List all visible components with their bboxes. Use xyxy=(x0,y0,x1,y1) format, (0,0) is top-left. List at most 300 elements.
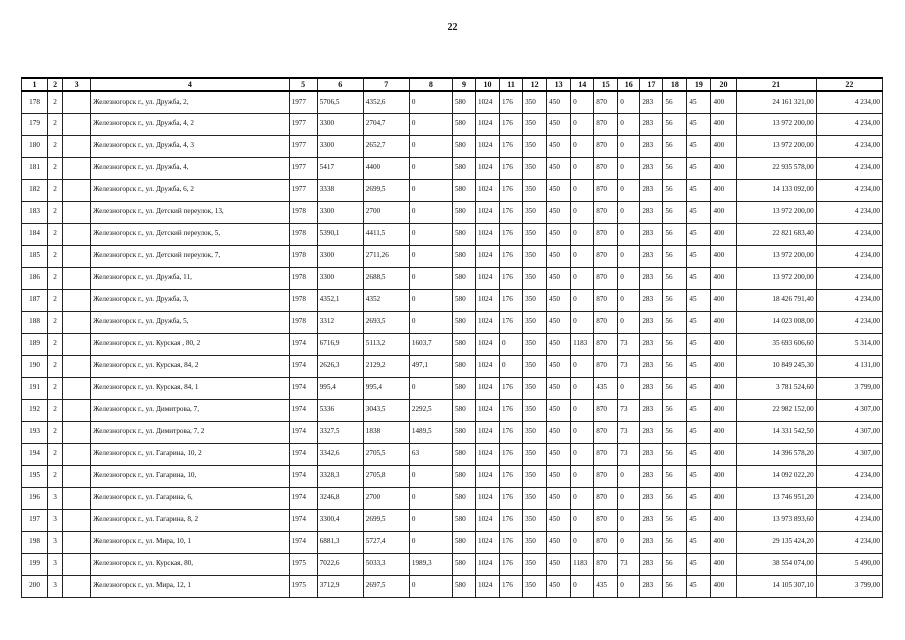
table-cell-col-11: 176 xyxy=(500,553,523,575)
table-cell-col-14: 0 xyxy=(571,113,594,135)
table-cell-col-14: 0 xyxy=(571,487,594,509)
table-cell-col-16: 0 xyxy=(618,531,640,553)
table-cell-col-9: 580 xyxy=(452,421,475,443)
table-cell-col-20: 400 xyxy=(711,91,736,113)
table-cell-col-15: 870 xyxy=(594,113,618,135)
table-cell-col-1: 180 xyxy=(22,135,48,157)
table-cell-col-6: 3312 xyxy=(317,311,363,333)
table-cell-col-22: 3 799,00 xyxy=(816,575,882,597)
table-cell-col-10: 1024 xyxy=(475,487,499,509)
table-cell-col-9: 580 xyxy=(452,289,475,311)
table-cell-col-1: 179 xyxy=(22,113,48,135)
table-cell-col-13: 450 xyxy=(547,113,571,135)
table-cell-col-21: 14 023 008,00 xyxy=(736,311,816,333)
table-cell-col-12: 350 xyxy=(523,113,547,135)
table-cell-col-8: 0 xyxy=(409,575,452,597)
table-cell-col-4: Железногорск г., ул. Дружба, 3, xyxy=(91,289,289,311)
table-cell-col-13: 450 xyxy=(547,487,571,509)
table-cell-col-7: 2705,5 xyxy=(363,443,409,465)
table-cell-col-9: 580 xyxy=(452,245,475,267)
table-cell-col-9: 580 xyxy=(452,575,475,597)
table-cell-col-15: 870 xyxy=(594,245,618,267)
table-cell-col-12: 350 xyxy=(523,223,547,245)
column-header-21: 21 xyxy=(736,78,816,91)
table-cell-col-21: 14 105 307,10 xyxy=(736,575,816,597)
table-cell-col-3 xyxy=(63,509,91,531)
table-cell-col-9: 580 xyxy=(452,157,475,179)
table-cell-col-10: 1024 xyxy=(475,575,499,597)
table-cell-col-7: 2700 xyxy=(363,201,409,223)
table-cell-col-2: 3 xyxy=(48,509,63,531)
table-cell-col-12: 350 xyxy=(523,355,547,377)
table-cell-col-18: 56 xyxy=(663,399,687,421)
table-cell-col-21: 13 972 200,00 xyxy=(736,267,816,289)
table-cell-col-18: 56 xyxy=(663,201,687,223)
table-cell-col-21: 13 972 200,00 xyxy=(736,135,816,157)
table-cell-col-10: 1024 xyxy=(475,355,499,377)
table-row xyxy=(22,465,883,487)
table-cell-col-6: 3300 xyxy=(317,267,363,289)
table-cell-col-17: 283 xyxy=(640,487,663,509)
table-cell-col-21: 22 821 683,40 xyxy=(736,223,816,245)
table-cell-col-4: Железногорск г., ул. Гагарина, 10, 2 xyxy=(91,443,289,465)
table-cell-col-16: 0 xyxy=(618,223,640,245)
table-row xyxy=(22,355,883,377)
table-cell-col-15: 870 xyxy=(594,465,618,487)
table-cell-col-3 xyxy=(63,267,91,289)
table-cell-col-19: 45 xyxy=(687,223,711,245)
table-cell-col-10: 1024 xyxy=(475,289,499,311)
table-cell-col-10: 1024 xyxy=(475,157,499,179)
table-cell-col-17: 283 xyxy=(640,201,663,223)
table-cell-col-11: 176 xyxy=(500,421,523,443)
table-cell-col-13: 450 xyxy=(547,399,571,421)
table-cell-col-17: 283 xyxy=(640,333,663,355)
table-cell-col-7: 4400 xyxy=(363,157,409,179)
table-cell-col-15: 870 xyxy=(594,333,618,355)
table-cell-col-11: 176 xyxy=(500,135,523,157)
table-cell-col-9: 580 xyxy=(452,113,475,135)
table-cell-col-2: 2 xyxy=(48,443,63,465)
table-cell-col-9: 580 xyxy=(452,399,475,421)
table-cell-col-11: 176 xyxy=(500,465,523,487)
column-header-18: 18 xyxy=(663,78,687,91)
table-cell-col-10: 1024 xyxy=(475,333,499,355)
table-cell-col-8: 0 xyxy=(409,311,452,333)
table-cell-col-16: 0 xyxy=(618,135,640,157)
table-cell-col-4: Железногорск г., ул. Мира, 12, 1 xyxy=(91,575,289,597)
table-cell-col-10: 1024 xyxy=(475,179,499,201)
table-cell-col-1: 182 xyxy=(22,179,48,201)
table-cell-col-17: 283 xyxy=(640,179,663,201)
table-cell-col-21: 14 396 578,20 xyxy=(736,443,816,465)
table-cell-col-4: Железногорск г., ул. Дружба, 2, xyxy=(91,91,289,113)
table-cell-col-16: 73 xyxy=(618,421,640,443)
table-cell-col-6: 3342,6 xyxy=(317,443,363,465)
table-row xyxy=(22,223,883,245)
table-cell-col-2: 2 xyxy=(48,289,63,311)
table-cell-col-11: 0 xyxy=(500,333,523,355)
table-cell-col-3 xyxy=(63,223,91,245)
table-cell-col-18: 56 xyxy=(663,443,687,465)
table-cell-col-16: 73 xyxy=(618,399,640,421)
table-cell-col-22: 4 234,00 xyxy=(816,201,882,223)
table-cell-col-17: 283 xyxy=(640,135,663,157)
table-cell-col-9: 580 xyxy=(452,311,475,333)
housing-register-table xyxy=(21,77,883,598)
table-cell-col-10: 1024 xyxy=(475,531,499,553)
table-cell-col-18: 56 xyxy=(663,509,687,531)
table-cell-col-18: 56 xyxy=(663,267,687,289)
table-cell-col-8: 0 xyxy=(409,179,452,201)
table-cell-col-8: 0 xyxy=(409,377,452,399)
table-cell-col-9: 580 xyxy=(452,509,475,531)
table-cell-col-22: 5 490,00 xyxy=(816,553,882,575)
table-cell-col-20: 400 xyxy=(711,245,736,267)
table-cell-col-20: 400 xyxy=(711,355,736,377)
table-cell-col-5: 1974 xyxy=(289,443,317,465)
table-cell-col-11: 176 xyxy=(500,487,523,509)
table-cell-col-7: 995,4 xyxy=(363,377,409,399)
table-cell-col-10: 1024 xyxy=(475,421,499,443)
table-cell-col-4: Железногорск г., ул. Детский переулок, 13, xyxy=(91,201,289,223)
table-cell-col-12: 350 xyxy=(523,421,547,443)
table-cell-col-4: Железногорск г., ул. Дружба, 4, xyxy=(91,157,289,179)
table-cell-col-5: 1977 xyxy=(289,113,317,135)
table-cell-col-19: 45 xyxy=(687,509,711,531)
table-cell-col-22: 4 234,00 xyxy=(816,157,882,179)
table-cell-col-20: 400 xyxy=(711,443,736,465)
table-cell-col-6: 5390,1 xyxy=(317,223,363,245)
table-cell-col-12: 350 xyxy=(523,201,547,223)
table-cell-col-14: 1183 xyxy=(571,553,594,575)
table-cell-col-6: 3300 xyxy=(317,201,363,223)
table-row xyxy=(22,113,883,135)
table-cell-col-14: 0 xyxy=(571,443,594,465)
table-cell-col-22: 4 234,00 xyxy=(816,113,882,135)
table-cell-col-13: 450 xyxy=(547,289,571,311)
table-cell-col-18: 56 xyxy=(663,377,687,399)
table-cell-col-20: 400 xyxy=(711,201,736,223)
table-row xyxy=(22,135,883,157)
table-cell-col-13: 450 xyxy=(547,509,571,531)
table-cell-col-3 xyxy=(63,333,91,355)
table-cell-col-6: 3300,4 xyxy=(317,509,363,531)
table-cell-col-4: Железногорск г., ул. Дружба, 5, xyxy=(91,311,289,333)
table-cell-col-14: 0 xyxy=(571,157,594,179)
table-cell-col-22: 4 234,00 xyxy=(816,289,882,311)
table-cell-col-15: 870 xyxy=(594,267,618,289)
table-cell-col-21: 13 972 200,00 xyxy=(736,201,816,223)
table-cell-col-9: 580 xyxy=(452,465,475,487)
table-cell-col-14: 0 xyxy=(571,421,594,443)
table-cell-col-14: 0 xyxy=(571,223,594,245)
table-cell-col-20: 400 xyxy=(711,223,736,245)
table-cell-col-16: 73 xyxy=(618,443,640,465)
table-cell-col-19: 45 xyxy=(687,443,711,465)
table-cell-col-19: 45 xyxy=(687,421,711,443)
table-cell-col-4: Железногорск г., ул. Детский переулок, 5, xyxy=(91,223,289,245)
table-cell-col-9: 580 xyxy=(452,201,475,223)
table-row xyxy=(22,509,883,531)
table-cell-col-16: 0 xyxy=(618,289,640,311)
table-cell-col-17: 283 xyxy=(640,311,663,333)
table-cell-col-10: 1024 xyxy=(475,113,499,135)
table-cell-col-21: 22 982 152,00 xyxy=(736,399,816,421)
column-number-header-row xyxy=(22,78,883,91)
table-cell-col-18: 56 xyxy=(663,157,687,179)
table-cell-col-8: 1989,3 xyxy=(409,553,452,575)
table-cell-col-5: 1978 xyxy=(289,311,317,333)
table-body xyxy=(22,91,883,597)
table-cell-col-2: 3 xyxy=(48,487,63,509)
table-cell-col-20: 400 xyxy=(711,267,736,289)
table-cell-col-11: 176 xyxy=(500,267,523,289)
table-cell-col-13: 450 xyxy=(547,421,571,443)
table-cell-col-5: 1975 xyxy=(289,553,317,575)
table-cell-col-10: 1024 xyxy=(475,443,499,465)
table-cell-col-15: 435 xyxy=(594,377,618,399)
table-row xyxy=(22,333,883,355)
table-cell-col-12: 350 xyxy=(523,311,547,333)
table-cell-col-1: 198 xyxy=(22,531,48,553)
table-cell-col-1: 197 xyxy=(22,509,48,531)
table-cell-col-6: 6881,3 xyxy=(317,531,363,553)
column-header-22: 22 xyxy=(816,78,882,91)
table-cell-col-11: 0 xyxy=(500,355,523,377)
table-cell-col-18: 56 xyxy=(663,531,687,553)
column-header-13: 13 xyxy=(547,78,571,91)
table-cell-col-9: 580 xyxy=(452,487,475,509)
table-cell-col-16: 0 xyxy=(618,575,640,597)
table-cell-col-18: 56 xyxy=(663,91,687,113)
table-cell-col-18: 56 xyxy=(663,487,687,509)
table-cell-col-22: 4 307,00 xyxy=(816,399,882,421)
column-header-15: 15 xyxy=(594,78,618,91)
table-cell-col-18: 56 xyxy=(663,179,687,201)
table-cell-col-21: 35 693 606,60 xyxy=(736,333,816,355)
table-cell-col-10: 1024 xyxy=(475,509,499,531)
table-cell-col-14: 0 xyxy=(571,289,594,311)
column-header-9: 9 xyxy=(452,78,475,91)
table-cell-col-18: 56 xyxy=(663,223,687,245)
table-cell-col-18: 56 xyxy=(663,245,687,267)
table-cell-col-5: 1975 xyxy=(289,575,317,597)
table-cell-col-1: 189 xyxy=(22,333,48,355)
page-number: 22 xyxy=(447,22,458,33)
table-cell-col-12: 350 xyxy=(523,245,547,267)
table-cell-col-22: 4 131,00 xyxy=(816,355,882,377)
table-cell-col-15: 870 xyxy=(594,201,618,223)
table-cell-col-5: 1977 xyxy=(289,91,317,113)
table-cell-col-8: 63 xyxy=(409,443,452,465)
table-cell-col-17: 283 xyxy=(640,531,663,553)
table-cell-col-8: 0 xyxy=(409,487,452,509)
table-cell-col-7: 5113,2 xyxy=(363,333,409,355)
table-cell-col-1: 178 xyxy=(22,91,48,113)
table-cell-col-17: 283 xyxy=(640,355,663,377)
table-cell-col-15: 870 xyxy=(594,289,618,311)
table-cell-col-3 xyxy=(63,179,91,201)
table-cell-col-22: 4 234,00 xyxy=(816,509,882,531)
table-cell-col-3 xyxy=(63,575,91,597)
table-cell-col-20: 400 xyxy=(711,157,736,179)
table-cell-col-13: 450 xyxy=(547,201,571,223)
table-cell-col-6: 4352,1 xyxy=(317,289,363,311)
table-cell-col-10: 1024 xyxy=(475,201,499,223)
table-cell-col-19: 45 xyxy=(687,267,711,289)
table-cell-col-14: 0 xyxy=(571,179,594,201)
table-cell-col-6: 5417 xyxy=(317,157,363,179)
table-cell-col-4: Железногорск г., ул. Курская, 84, 1 xyxy=(91,377,289,399)
table-cell-col-8: 0 xyxy=(409,531,452,553)
table-cell-col-9: 580 xyxy=(452,135,475,157)
column-header-5: 5 xyxy=(289,78,317,91)
table-cell-col-14: 0 xyxy=(571,245,594,267)
table-cell-col-15: 435 xyxy=(594,575,618,597)
table-cell-col-14: 0 xyxy=(571,509,594,531)
table-cell-col-16: 0 xyxy=(618,509,640,531)
table-cell-col-19: 45 xyxy=(687,465,711,487)
table-cell-col-1: 192 xyxy=(22,399,48,421)
table-cell-col-1: 199 xyxy=(22,553,48,575)
table-cell-col-9: 580 xyxy=(452,179,475,201)
column-header-2: 2 xyxy=(48,78,63,91)
table-cell-col-20: 400 xyxy=(711,575,736,597)
table-cell-col-20: 400 xyxy=(711,421,736,443)
table-cell-col-1: 191 xyxy=(22,377,48,399)
table-cell-col-17: 283 xyxy=(640,443,663,465)
table-cell-col-17: 283 xyxy=(640,399,663,421)
table-cell-col-2: 2 xyxy=(48,355,63,377)
table-cell-col-1: 195 xyxy=(22,465,48,487)
table-cell-col-15: 870 xyxy=(594,553,618,575)
table-cell-col-7: 2699,5 xyxy=(363,509,409,531)
table-cell-col-15: 870 xyxy=(594,399,618,421)
table-cell-col-10: 1024 xyxy=(475,377,499,399)
table-row xyxy=(22,91,883,113)
table-cell-col-5: 1977 xyxy=(289,135,317,157)
table-cell-col-17: 283 xyxy=(640,575,663,597)
table-cell-col-11: 176 xyxy=(500,245,523,267)
table-cell-col-1: 181 xyxy=(22,157,48,179)
table-row xyxy=(22,575,883,597)
table-row xyxy=(22,443,883,465)
table-cell-col-18: 56 xyxy=(663,113,687,135)
table-cell-col-16: 0 xyxy=(618,179,640,201)
table-cell-col-4: Железногорск г., ул. Гагарина, 10, xyxy=(91,465,289,487)
table-cell-col-16: 0 xyxy=(618,267,640,289)
column-header-4: 4 xyxy=(91,78,289,91)
column-header-7: 7 xyxy=(363,78,409,91)
table-cell-col-13: 450 xyxy=(547,443,571,465)
table-cell-col-11: 176 xyxy=(500,443,523,465)
table-cell-col-8: 0 xyxy=(409,113,452,135)
table-cell-col-22: 4 234,00 xyxy=(816,223,882,245)
table-cell-col-14: 0 xyxy=(571,399,594,421)
table-cell-col-17: 283 xyxy=(640,113,663,135)
table-row xyxy=(22,245,883,267)
table-cell-col-20: 400 xyxy=(711,399,736,421)
table-cell-col-5: 1978 xyxy=(289,245,317,267)
table-cell-col-5: 1978 xyxy=(289,289,317,311)
table-cell-col-4: Железногорск г., ул. Дружба, 11, xyxy=(91,267,289,289)
table-cell-col-2: 2 xyxy=(48,157,63,179)
table-cell-col-3 xyxy=(63,443,91,465)
table-cell-col-12: 350 xyxy=(523,179,547,201)
table-cell-col-20: 400 xyxy=(711,553,736,575)
table-cell-col-14: 0 xyxy=(571,91,594,113)
table-cell-col-5: 1974 xyxy=(289,377,317,399)
table-cell-col-2: 2 xyxy=(48,113,63,135)
table-cell-col-22: 4 307,00 xyxy=(816,421,882,443)
table-cell-col-21: 13 973 893,60 xyxy=(736,509,816,531)
table-cell-col-14: 0 xyxy=(571,311,594,333)
table-cell-col-3 xyxy=(63,531,91,553)
table-cell-col-9: 580 xyxy=(452,355,475,377)
table-cell-col-1: 184 xyxy=(22,223,48,245)
table-cell-col-2: 2 xyxy=(48,267,63,289)
table-cell-col-3 xyxy=(63,113,91,135)
table-cell-col-3 xyxy=(63,553,91,575)
table-cell-col-5: 1974 xyxy=(289,509,317,531)
table-cell-col-17: 283 xyxy=(640,421,663,443)
column-header-14: 14 xyxy=(571,78,594,91)
table-cell-col-18: 56 xyxy=(663,355,687,377)
table-cell-col-21: 24 161 321,00 xyxy=(736,91,816,113)
table-cell-col-14: 0 xyxy=(571,575,594,597)
table-cell-col-11: 176 xyxy=(500,509,523,531)
table-cell-col-16: 73 xyxy=(618,333,640,355)
table-cell-col-9: 580 xyxy=(452,443,475,465)
table-cell-col-5: 1974 xyxy=(289,355,317,377)
table-cell-col-3 xyxy=(63,377,91,399)
table-cell-col-3 xyxy=(63,157,91,179)
table-cell-col-8: 0 xyxy=(409,509,452,531)
table-cell-col-12: 350 xyxy=(523,443,547,465)
table-cell-col-6: 3327,5 xyxy=(317,421,363,443)
table-cell-col-17: 283 xyxy=(640,289,663,311)
table-cell-col-2: 2 xyxy=(48,399,63,421)
table-cell-col-2: 2 xyxy=(48,311,63,333)
table-cell-col-12: 350 xyxy=(523,377,547,399)
table-cell-col-20: 400 xyxy=(711,311,736,333)
table-cell-col-9: 580 xyxy=(452,553,475,575)
table-cell-col-9: 580 xyxy=(452,531,475,553)
table-cell-col-2: 2 xyxy=(48,421,63,443)
table-cell-col-19: 45 xyxy=(687,91,711,113)
table-cell-col-15: 870 xyxy=(594,531,618,553)
table-cell-col-4: Железногорск г., ул. Мира, 10, 1 xyxy=(91,531,289,553)
table-cell-col-19: 45 xyxy=(687,575,711,597)
table-cell-col-13: 450 xyxy=(547,377,571,399)
table-cell-col-14: 1183 xyxy=(571,333,594,355)
table-cell-col-10: 1024 xyxy=(475,91,499,113)
table-cell-col-12: 350 xyxy=(523,487,547,509)
table-cell-col-12: 350 xyxy=(523,399,547,421)
table-cell-col-4: Железногорск г., ул. Дружба, 6, 2 xyxy=(91,179,289,201)
table-cell-col-14: 0 xyxy=(571,135,594,157)
table-cell-col-1: 188 xyxy=(22,311,48,333)
table-cell-col-10: 1024 xyxy=(475,267,499,289)
table-cell-col-19: 45 xyxy=(687,531,711,553)
table-cell-col-20: 400 xyxy=(711,135,736,157)
table-cell-col-7: 2704,7 xyxy=(363,113,409,135)
table-cell-col-11: 176 xyxy=(500,399,523,421)
table-cell-col-16: 0 xyxy=(618,465,640,487)
table-cell-col-22: 4 234,00 xyxy=(816,91,882,113)
table-cell-col-4: Железногорск г., ул. Курская, 80, xyxy=(91,553,289,575)
